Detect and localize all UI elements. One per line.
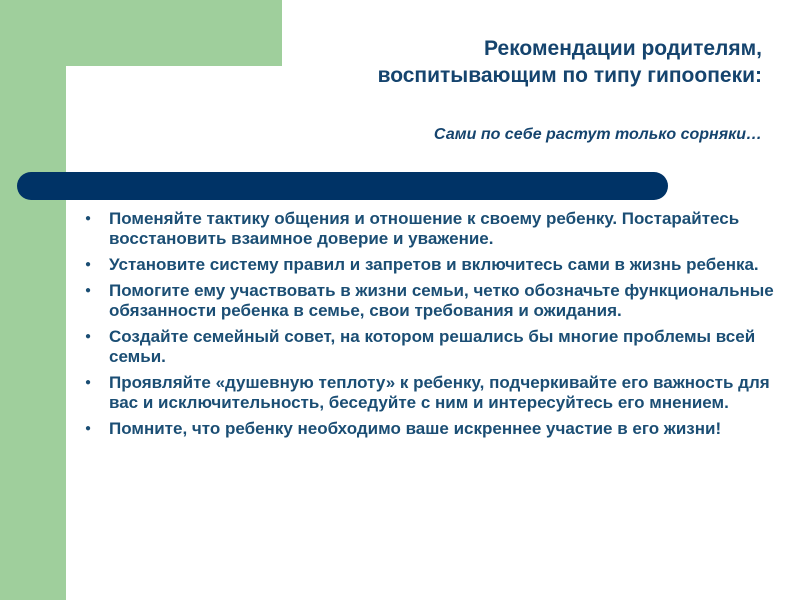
title-line-1: Рекомендации родителям,	[484, 37, 762, 60]
slide-subtitle: Сами по себе растут только сорняки…	[433, 126, 762, 143]
round-bullet-icon: ●	[85, 259, 92, 270]
list-item	[82, 209, 782, 249]
list-item	[82, 419, 782, 439]
list-item-text: Помогите ему участвовать в жизни семьи, четко обозначьте функциональные обязанности ребенка в семье, свои требования и ожидания.	[109, 281, 774, 320]
title-line-2: воспитывающим по типу гипоопеки:	[377, 64, 762, 87]
list-item-text: Проявляйте «душевную теплоту» к ребенку, подчеркивайте его важность для вас и исключительность, беседуйте с ним и интересуйтесь его мнением.	[109, 373, 770, 412]
green-side-band	[0, 0, 66, 600]
title-divider-bar	[17, 172, 668, 200]
round-bullet-icon: ●	[85, 213, 92, 224]
round-bullet-icon: ●	[85, 377, 92, 388]
list-item-text: Создайте семейный совет, на котором решались бы многие проблемы всей семьи.	[109, 327, 756, 366]
round-bullet-icon: ●	[85, 285, 92, 296]
list-item	[82, 255, 782, 275]
recommendation-list	[82, 209, 782, 445]
slide-title	[202, 35, 762, 89]
list-item-text: Поменяйте тактику общения и отношение к своему ребенку. Постарайтесь восстановить взаимное доверие и уважение.	[109, 209, 740, 248]
list-item-text: Помните, что ребенку необходимо ваше искреннее участие в его жизни!	[109, 419, 722, 438]
list-item-text: Установите систему правил и запретов и включитесь сами в жизнь ребенка.	[109, 255, 759, 274]
list-item	[82, 373, 782, 413]
round-bullet-icon: ●	[85, 423, 92, 434]
list-item	[82, 281, 782, 321]
list-item	[82, 327, 782, 367]
round-bullet-icon: ●	[85, 331, 92, 342]
